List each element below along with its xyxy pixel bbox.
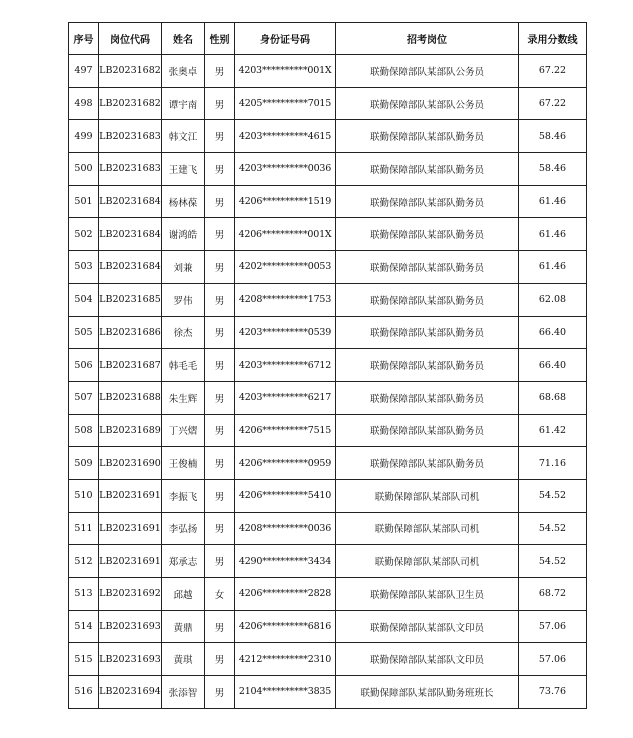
cell-gender: 男	[205, 414, 235, 447]
cell-gender: 男	[205, 676, 235, 709]
table-header-row	[69, 23, 587, 55]
cell-gender: 男	[205, 349, 235, 382]
cell-position: 联勤保障部队某部队勤务员	[336, 316, 519, 349]
cell-gender: 男	[205, 316, 235, 349]
cell-score: 57.06	[519, 643, 587, 676]
cell-position: 联勤保障部队某部队勤务员	[336, 414, 519, 447]
table-row	[69, 414, 587, 447]
cell-score: 61.42	[519, 414, 587, 447]
cell-post-code: LB20231685	[99, 283, 162, 316]
cell-gender: 男	[205, 283, 235, 316]
cell-name: 徐杰	[162, 316, 205, 349]
cell-post-code: LB20231682	[99, 55, 162, 88]
cell-position: 联勤保障部队某部队勤务员	[336, 283, 519, 316]
cell-score: 61.46	[519, 218, 587, 251]
cell-name: 李弘扬	[162, 512, 205, 545]
cell-name: 郑承志	[162, 545, 205, 578]
cell-name: 谢鸿皓	[162, 218, 205, 251]
table-row	[69, 676, 587, 709]
cell-id-number: 4203**********001X	[235, 55, 336, 88]
cell-gender: 男	[205, 610, 235, 643]
cell-score: 57.06	[519, 610, 587, 643]
cell-post-code: LB20231694	[99, 676, 162, 709]
cell-name: 刘兼	[162, 251, 205, 284]
cell-seq: 497	[69, 55, 99, 88]
cell-position: 联勤保障部队某部队公务员	[336, 87, 519, 120]
cell-id-number: 2104**********3835	[235, 676, 336, 709]
cell-seq: 498	[69, 87, 99, 120]
cell-post-code: LB20231684	[99, 185, 162, 218]
cell-gender: 男	[205, 479, 235, 512]
cell-id-number: 4203**********0036	[235, 153, 336, 186]
cell-position: 联勤保障部队某部队勤务员	[336, 251, 519, 284]
cell-position: 联勤保障部队某部队文印员	[336, 610, 519, 643]
cell-name: 杨林葆	[162, 185, 205, 218]
table-row	[69, 218, 587, 251]
cell-position: 联勤保障部队某部队文印员	[336, 643, 519, 676]
admission-roster-table	[68, 22, 587, 709]
cell-post-code: LB20231684	[99, 251, 162, 284]
cell-id-number: 4206**********5410	[235, 479, 336, 512]
cell-seq: 505	[69, 316, 99, 349]
cell-post-code: LB20231682	[99, 87, 162, 120]
header-id-number: 身份证号码	[235, 23, 336, 55]
cell-post-code: LB20231687	[99, 349, 162, 382]
cell-id-number: 4206**********1519	[235, 185, 336, 218]
table-row	[69, 381, 587, 414]
cell-score: 67.22	[519, 87, 587, 120]
cell-name: 黄鼎	[162, 610, 205, 643]
cell-seq: 516	[69, 676, 99, 709]
cell-seq: 500	[69, 153, 99, 186]
table-row	[69, 349, 587, 382]
cell-post-code: LB20231683	[99, 153, 162, 186]
cell-post-code: LB20231693	[99, 610, 162, 643]
cell-position: 联勤保障部队某部队勤务员	[336, 447, 519, 480]
cell-id-number: 4206**********6816	[235, 610, 336, 643]
cell-seq: 499	[69, 120, 99, 153]
cell-id-number: 4203**********0539	[235, 316, 336, 349]
cell-post-code: LB20231688	[99, 381, 162, 414]
cell-post-code: LB20231691	[99, 479, 162, 512]
cell-score: 54.52	[519, 479, 587, 512]
cell-id-number: 4202**********0053	[235, 251, 336, 284]
cell-seq: 506	[69, 349, 99, 382]
cell-seq: 508	[69, 414, 99, 447]
table-row	[69, 545, 587, 578]
cell-seq: 512	[69, 545, 99, 578]
cell-seq: 502	[69, 218, 99, 251]
table-row	[69, 283, 587, 316]
cell-post-code: LB20231689	[99, 414, 162, 447]
cell-gender: 男	[205, 643, 235, 676]
cell-score: 54.52	[519, 545, 587, 578]
cell-position: 联勤保障部队某部队勤务员	[336, 349, 519, 382]
header-name: 姓名	[162, 23, 205, 55]
cell-position: 联勤保障部队某部队勤务员	[336, 120, 519, 153]
cell-seq: 507	[69, 381, 99, 414]
table-body	[69, 55, 587, 709]
cell-position: 联勤保障部队某部队司机	[336, 545, 519, 578]
cell-position: 联勤保障部队某部队勤务员	[336, 185, 519, 218]
cell-id-number: 4203**********6217	[235, 381, 336, 414]
cell-seq: 515	[69, 643, 99, 676]
table-row	[69, 316, 587, 349]
header-position: 招考岗位	[336, 23, 519, 55]
cell-name: 王建飞	[162, 153, 205, 186]
cell-score: 58.46	[519, 120, 587, 153]
header-score-line: 录用分数线	[519, 23, 587, 55]
cell-gender: 男	[205, 251, 235, 284]
cell-seq: 513	[69, 578, 99, 611]
cell-seq: 511	[69, 512, 99, 545]
cell-id-number: 4205**********7015	[235, 87, 336, 120]
cell-position: 联勤保障部队某部队勤务员	[336, 153, 519, 186]
cell-post-code: LB20231683	[99, 120, 162, 153]
cell-name: 丁兴熠	[162, 414, 205, 447]
table-row	[69, 153, 587, 186]
cell-id-number: 4206**********2828	[235, 578, 336, 611]
cell-name: 张奥卓	[162, 55, 205, 88]
cell-id-number: 4206**********001X	[235, 218, 336, 251]
table-row	[69, 643, 587, 676]
cell-post-code: LB20231690	[99, 447, 162, 480]
cell-gender: 女	[205, 578, 235, 611]
table-row	[69, 185, 587, 218]
cell-score: 61.46	[519, 251, 587, 284]
cell-gender: 男	[205, 153, 235, 186]
cell-id-number: 4206**********7515	[235, 414, 336, 447]
cell-id-number: 4208**********1753	[235, 283, 336, 316]
cell-post-code: LB20231686	[99, 316, 162, 349]
cell-position: 联勤保障部队某部队司机	[336, 512, 519, 545]
cell-score: 68.72	[519, 578, 587, 611]
cell-id-number: 4290**********3434	[235, 545, 336, 578]
cell-post-code: LB20231691	[99, 512, 162, 545]
cell-seq: 514	[69, 610, 99, 643]
cell-gender: 男	[205, 381, 235, 414]
table-row	[69, 479, 587, 512]
header-seq: 序号	[69, 23, 99, 55]
table-row	[69, 55, 587, 88]
cell-post-code: LB20231692	[99, 578, 162, 611]
header-gender: 性别	[205, 23, 235, 55]
cell-seq: 509	[69, 447, 99, 480]
cell-gender: 男	[205, 185, 235, 218]
cell-score: 68.68	[519, 381, 587, 414]
cell-position: 联勤保障部队某部队勤务员	[336, 218, 519, 251]
cell-score: 67.22	[519, 55, 587, 88]
cell-id-number: 4212**********2310	[235, 643, 336, 676]
table-row	[69, 87, 587, 120]
cell-score: 61.46	[519, 185, 587, 218]
cell-position: 联勤保障部队某部队勤务员	[336, 381, 519, 414]
cell-gender: 男	[205, 55, 235, 88]
cell-seq: 504	[69, 283, 99, 316]
table-row	[69, 447, 587, 480]
cell-name: 李振飞	[162, 479, 205, 512]
cell-id-number: 4206**********0959	[235, 447, 336, 480]
cell-name: 黄琪	[162, 643, 205, 676]
cell-name: 张添智	[162, 676, 205, 709]
cell-score: 66.40	[519, 316, 587, 349]
header-post-code: 岗位代码	[99, 23, 162, 55]
cell-gender: 男	[205, 512, 235, 545]
cell-gender: 男	[205, 120, 235, 153]
cell-id-number: 4203**********4615	[235, 120, 336, 153]
cell-id-number: 4203**********6712	[235, 349, 336, 382]
table-row	[69, 578, 587, 611]
table-row	[69, 610, 587, 643]
cell-gender: 男	[205, 218, 235, 251]
table-row	[69, 251, 587, 284]
cell-score: 62.08	[519, 283, 587, 316]
cell-score: 66.40	[519, 349, 587, 382]
cell-position: 联勤保障部队某部队勤务班班长	[336, 676, 519, 709]
cell-score: 73.76	[519, 676, 587, 709]
cell-post-code: LB20231693	[99, 643, 162, 676]
cell-gender: 男	[205, 447, 235, 480]
cell-name: 谭宇南	[162, 87, 205, 120]
cell-name: 王俊楠	[162, 447, 205, 480]
cell-name: 韩文江	[162, 120, 205, 153]
cell-gender: 男	[205, 545, 235, 578]
cell-seq: 510	[69, 479, 99, 512]
table-row	[69, 120, 587, 153]
cell-score: 71.16	[519, 447, 587, 480]
cell-position: 联勤保障部队某部队卫生员	[336, 578, 519, 611]
cell-name: 邱越	[162, 578, 205, 611]
cell-post-code: LB20231691	[99, 545, 162, 578]
cell-name: 罗伟	[162, 283, 205, 316]
cell-position: 联勤保障部队某部队公务员	[336, 55, 519, 88]
cell-seq: 503	[69, 251, 99, 284]
table-row	[69, 512, 587, 545]
cell-position: 联勤保障部队某部队司机	[336, 479, 519, 512]
cell-name: 韩毛毛	[162, 349, 205, 382]
cell-name: 朱生辉	[162, 381, 205, 414]
cell-seq: 501	[69, 185, 99, 218]
cell-score: 54.52	[519, 512, 587, 545]
cell-post-code: LB20231684	[99, 218, 162, 251]
cell-id-number: 4208**********0036	[235, 512, 336, 545]
cell-gender: 男	[205, 87, 235, 120]
cell-score: 58.46	[519, 153, 587, 186]
